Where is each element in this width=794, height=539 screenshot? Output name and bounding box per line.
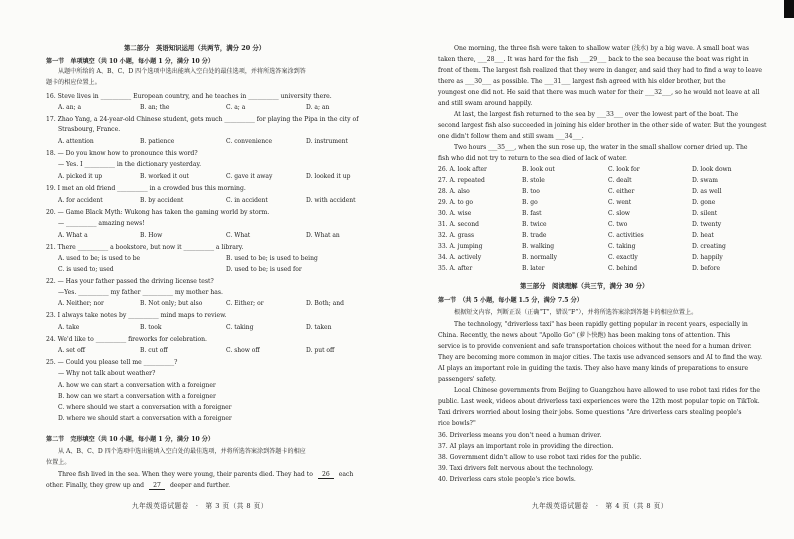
passage-a-line: AI plays an important role in guiding the taxis. They also have many kinds of preparations to ensure (438, 365, 749, 372)
section2-heading: 第二节 完形填空（共 10 小题，每小题 1 分，满分 10 分） (46, 436, 214, 443)
cloze-line-1 (58, 471, 353, 479)
cloze-option-34-d: D. happily (692, 254, 723, 261)
passage-line: One morning, the three fish were taken to shallow water (浅水) by a big wave. A small boat was (454, 45, 750, 52)
q17-option-b: B. patience (140, 138, 175, 145)
cloze-option-28-d: D. as well (692, 188, 722, 195)
cloze-option-28-c: C. either (608, 188, 635, 195)
section1-instruction: 从题中所给的 A、B、C、D 四个选项中选出能填入空白处的最佳选项，并将所选答案涂到答 (58, 68, 306, 75)
q23-option-a: A. take (58, 324, 80, 331)
question-17-cont: Strasbourg, France. (58, 126, 121, 133)
cloze-option-33-a: 33. A. jumping (438, 243, 483, 250)
cloze-option-27-a: 27. A. repeated (438, 177, 485, 184)
passage-a-line: They are becoming more common in major cities. The taxis use advanced sensors and AI to find the way. (438, 354, 763, 361)
cloze-option-28-b: B. too (522, 188, 540, 195)
cloze-option-29-a: 29. A. to go (438, 199, 473, 206)
q22-option-c: C. Either; or (226, 300, 264, 307)
cloze-option-35-d: D. before (692, 265, 721, 272)
cloze-option-27-c: C. dealt (608, 177, 632, 184)
question-19: 19. I met an old friend __________ in a crowded bus this morning. (46, 185, 246, 192)
page-footer: 九年级英语试题卷 · 第 4 页（共 8 页） (532, 502, 668, 510)
q22-option-a: A. Neither; nor (58, 300, 104, 307)
passage-line: fish who did not try to return to the sea died of lack of water. (438, 155, 627, 162)
q22-option-d: D. Both; and (306, 300, 344, 307)
cloze-option-32-c: C. activities (608, 232, 644, 239)
q18-option-c: C. gave it away (226, 173, 273, 180)
cloze-option-27-d: D. swam (692, 177, 718, 184)
cloze-option-26-d: D. look down (692, 166, 732, 173)
statement-40: 40. Driverless cars stole people's rice bowls. (438, 476, 576, 483)
cloze-option-29-c: C. went (608, 199, 632, 206)
q25-option-c: C. where should we start a conversation with a foreigner (58, 404, 232, 411)
section2-instruction: 从 A、B、C、D 四个选项中选出能填入空白处的最佳选项，并将所选答案涂到答题卡的相应 (58, 448, 306, 455)
q17-option-a: A. attention (58, 138, 94, 145)
page-footer: 九年级英语试题卷 · 第 3 页（共 8 页） (132, 502, 268, 510)
cloze-option-29-d: D. gone (692, 199, 716, 206)
passage-a-line: passengers' safety. (438, 376, 497, 383)
q18-option-d: D. looked it up (306, 173, 351, 180)
passage-line: front of them. The largest fish realized that they were in danger, and said they had to find a way to leave (438, 67, 763, 74)
section1-heading: 第一节 单项填空（共 10 小题，每小题 1 分，满分 10 分） (46, 58, 214, 65)
q23-option-b: B. took (140, 324, 162, 331)
cloze-option-30-a: 30. A. wise (438, 210, 472, 217)
cloze-option-35-a: 35. A. after (438, 265, 473, 272)
question-22: 22. — Has your father passed the driving license test? (46, 278, 214, 285)
passage-line: youngest one did not. He said that there was much water for their ___32___, so he would not leave at all (438, 89, 760, 96)
cloze-option-35-c: C. behind (608, 265, 638, 272)
cloze-option-27-b: B. stole (522, 177, 545, 184)
cloze-option-33-b: B. walking (522, 243, 555, 250)
passage-b-line: Local Chinese governments from Beijing to Guangzhou have allowed to use robot taxi rides for the (454, 387, 761, 394)
cloze-blank-27: 27 (149, 482, 165, 490)
question-25: 25. — Could you please tell me __________? (46, 359, 178, 366)
cloze-text: each (338, 471, 354, 478)
reading-section1-heading: 第一节 （共 5 小题，每小题 1.5 分，满分 7.5 分） (438, 297, 583, 304)
q20-option-d: D. What an (306, 232, 340, 239)
cloze-option-28-a: 28. A. also (438, 188, 470, 195)
passage-b-line: rice bowls?" (438, 420, 476, 427)
q23-option-d: D. taken (306, 324, 332, 331)
q18-option-a: A. picked it up (58, 173, 103, 180)
cloze-option-32-b: B. trade (522, 232, 547, 239)
question-24: 24. We'd like to __________ fireworks for celebration. (46, 336, 207, 343)
q20-option-a: A. What a (58, 232, 88, 239)
passage-b-line: Taxi drivers worried about losing their jobs. Some questions "Are driverless cars stealing people's (438, 409, 742, 416)
passage-b-line: public. Last week, videos about driverless taxi experiences were the 12th most popular topic on TikTok. (438, 398, 760, 405)
question-18: 18. — Do you know how to pronounce this word? (46, 150, 198, 157)
passage-line: second largest fish also succeeded in joining his elder brother in the other side of water. But the youngest (438, 122, 767, 129)
q20-option-b: B. How (140, 232, 163, 239)
cloze-option-31-d: D. twenty (692, 221, 722, 228)
section1-instruction-cont: 题卡的相应位置上。 (46, 79, 101, 86)
question-20: 20. — Game Black Myth: Wukong has taken the gaming world by storm. (46, 209, 270, 216)
cloze-text: other. Finally, they grew up and (46, 482, 145, 489)
scan-edge-mark (784, 0, 794, 18)
passage-line: Two hours ___35___, when the sun rose up, the water in the small shallow corner dried up. The (454, 144, 748, 151)
passage-a-line: service is to provide convenient and safe transportation choices without the need for a human driver. (438, 343, 752, 350)
cloze-option-29-b: B. go (522, 199, 538, 206)
passage-line: there as ___30___ as possible. The ___31___ largest fish agreed with his elder brother, but the (438, 78, 726, 85)
question-18-reply: — Yes. I __________ in the dictionary yesterday. (58, 161, 202, 168)
q23-option-c: C. taking (226, 324, 254, 331)
passage-a-line: China. Recently, the news about "Apollo Go" (萝卜快跑) has been making tons of attention. This (438, 332, 731, 339)
q16-option-c: C. a; a (226, 104, 246, 111)
question-23: 23. I always take notes by __________ mind maps to review. (46, 312, 227, 319)
passage-line: one didn't follow them and still swam ___34___. (438, 133, 584, 140)
q24-option-b: B. cut off (140, 347, 168, 354)
q16-option-a: A. an; a (58, 104, 82, 111)
cloze-option-26-b: B. look out (522, 166, 555, 173)
question-21: 21. There __________ a bookstore, but now it __________ a library. (46, 244, 244, 251)
exam-page-4 (436, 0, 780, 539)
passage-line: and still swam around happily. (438, 100, 533, 107)
question-25-reply: — Why not talk about weather? (58, 370, 156, 377)
section2-instruction-cont: 位置上。 (46, 459, 71, 466)
cloze-option-30-d: D. silent (692, 210, 718, 217)
cloze-option-33-c: C. taking (608, 243, 636, 250)
cloze-option-34-a: 34. A. actively (438, 254, 482, 261)
q19-option-c: C. in accident (226, 197, 268, 204)
cloze-blank-26: 26 (318, 471, 334, 479)
q25-option-b: B. how can we start a conversation with a foreigner (58, 393, 216, 400)
q19-option-b: B. by accident (140, 197, 184, 204)
cloze-option-32-d: D. heat (692, 232, 714, 239)
cloze-option-33-d: D. creating (692, 243, 726, 250)
cloze-text: deeper and further. (169, 482, 231, 489)
cloze-line-2 (46, 482, 230, 490)
q25-option-a: A. how we can start a conversation with a foreigner (58, 382, 216, 389)
cloze-option-31-a: 31. A. second (438, 221, 479, 228)
statement-36: 36. Driverless means you don't need a human driver. (438, 432, 602, 439)
cloze-option-30-b: B. fast (522, 210, 542, 217)
cloze-option-30-c: C. slow (608, 210, 630, 217)
question-16: 16. Steve lives in __________ European country, and he teaches in __________ university there. (46, 93, 332, 100)
part2-title: 第二部分 英语知识运用（共两节，满分 20 分） (124, 44, 266, 52)
passage-line: At last, the largest fish returned to the sea by ___33___ over the lowest part of the boat. The (454, 111, 739, 118)
statement-37: 37. AI plays an important role in providing the direction. (438, 443, 614, 450)
q16-option-d: D. a; an (306, 104, 330, 111)
q20-option-c: C. What (226, 232, 251, 239)
passage-a-line: The technology, "driverless taxi" has been rapidly getting popular in recent years, especially in (454, 321, 748, 328)
q17-option-d: D. instrument (306, 138, 348, 145)
q21-option-b: B. used to be; is used to being (226, 255, 318, 262)
q19-option-d: D. with accident (306, 197, 356, 204)
q16-option-b: B. an; the (140, 104, 170, 111)
q19-option-a: A. for accident (58, 197, 103, 204)
q22-option-b: B. Not only; but also (140, 300, 203, 307)
cloze-option-34-b: B. normally (522, 254, 558, 261)
q21-option-c: C. is used to; used (58, 266, 114, 273)
q24-option-d: D. put off (306, 347, 335, 354)
cloze-option-34-c: C. exactly (608, 254, 638, 261)
exam-page-3 (40, 0, 375, 539)
reading-section1-instruction: 根据短文内容，判断正误（正确“T”，错误“F”），并将所选答案涂到答题卡的相应位置上。 (454, 309, 698, 316)
cloze-option-26-a: 26. A. look after (438, 166, 487, 173)
cloze-option-31-c: C. two (608, 221, 628, 228)
q24-option-c: C. show off (226, 347, 260, 354)
q18-option-b: B. worked it out (140, 173, 189, 180)
question-22-reply: —Yes. __________ my father __________ my mother has. (58, 289, 223, 296)
passage-line: taken there, ___28___. It was hard for the fish ___29___ back to the sea because the boat was right in (438, 56, 749, 63)
q17-option-c: C. convenience (226, 138, 273, 145)
cloze-text: Three fish lived in the sea. When they were young, their parents died. They had to (58, 471, 313, 478)
statement-38: 38. Government didn't allow to use robot taxi rides for the public. (438, 454, 642, 461)
question-17: 17. Zhao Yang, a 24-year-old Chinese student, gets much __________ for playing the Pipa in the city of (46, 116, 359, 123)
q25-option-d: D. where we should start a conversation with a foreigner (58, 415, 232, 422)
question-20-reply: — __________ amazing news! (58, 220, 145, 227)
cloze-option-35-b: B. later (522, 265, 545, 272)
cloze-option-26-c: C. look for (608, 166, 640, 173)
q24-option-a: A. set off (58, 347, 85, 354)
q21-option-a: A. used to be; is used to be (58, 255, 141, 262)
q21-option-d: D. used to be; is used for (226, 266, 302, 273)
cloze-option-32-a: 32. A. grass (438, 232, 475, 239)
cloze-option-31-b: B. twice (522, 221, 547, 228)
statement-39: 39. Taxi drivers felt nervous about the technology. (438, 465, 594, 472)
part3-title: 第三部分 阅读理解（共三节，满分 30 分） (520, 282, 649, 290)
